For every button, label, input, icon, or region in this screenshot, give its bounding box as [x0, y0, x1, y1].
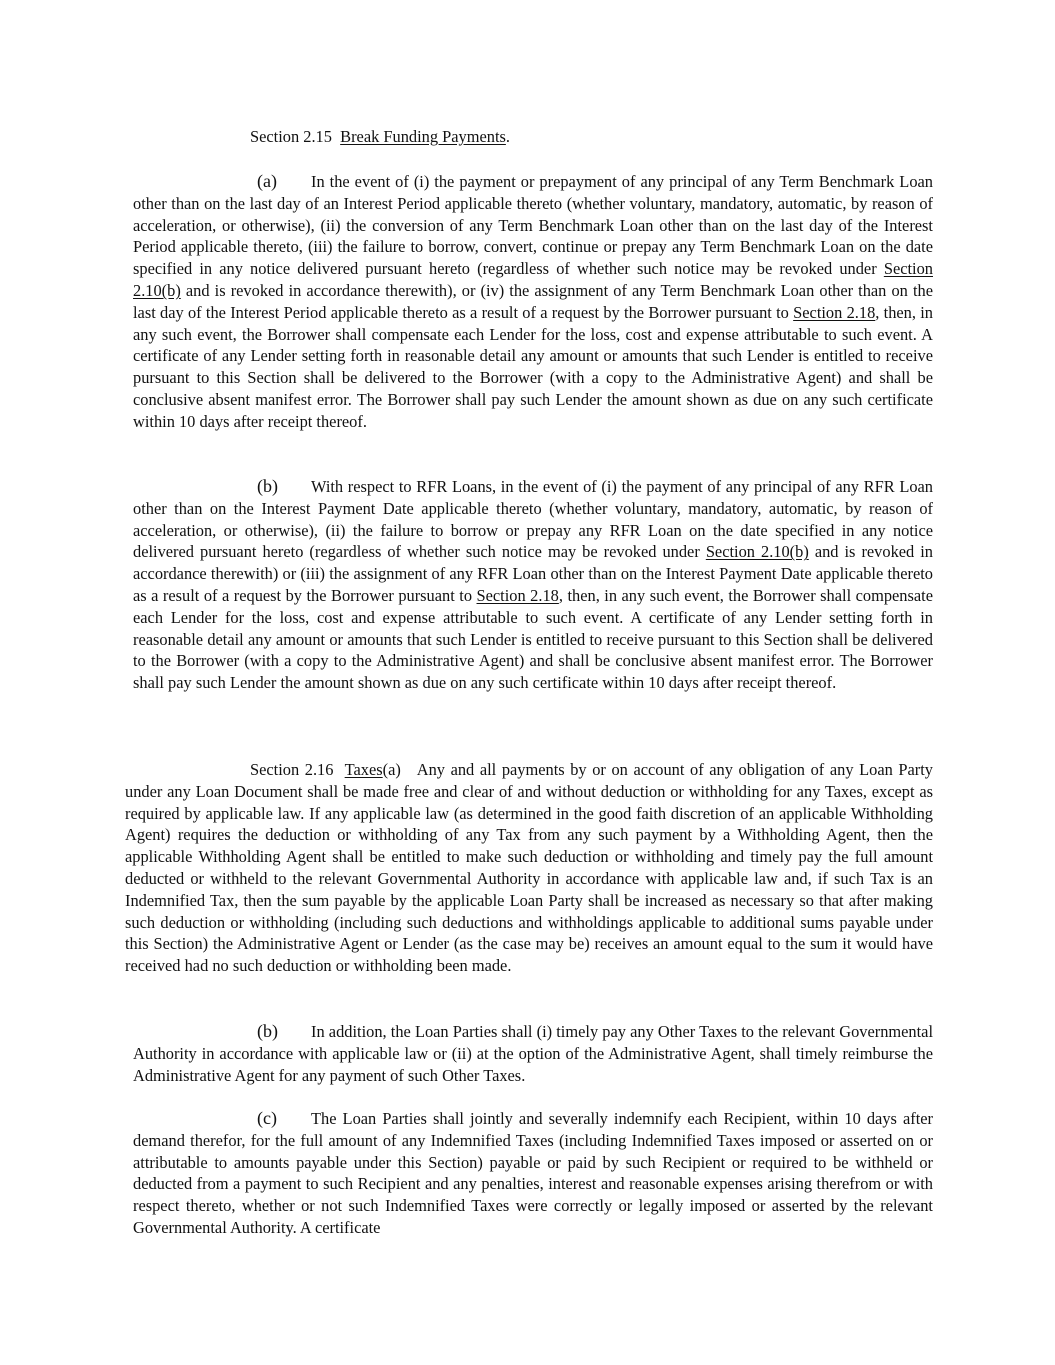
paragraph-text: , then, in any such event, the Borrower shall compensate each Lender for the loss, cost and expense attributable to such event. A certificate of any Lender setting forth in reasonable detail any amount or amounts that such Lender is entitled to receive pursuant to this Section shall be delivered to the Borrower (with a copy to the Administrative Agent) and shall be conclusive absent manifest error. The Borrower shall pay such Lender the amount shown as due on any such certificate within 10 days after receipt thereof.: [133, 302, 933, 431]
section-reference-2-10b[interactable]: Section 2.10(b): [133, 259, 933, 300]
paragraph-text: In addition, the Loan Parties shall (i) timely pay any Other Taxes to the relevant Governmental Authority in accordance with applicable law or (ii) at the option of the Administrative Agent, shall timely reimburse the Administrative Agent for any payment of such Other Taxes.: [133, 1022, 933, 1085]
section-2-15-title-suffix: .: [505, 127, 510, 146]
section-reference-2-10b[interactable]: Section 2.10(b): [705, 542, 809, 562]
paragraph-text: In the event of (i) the payment or prepayment of any principal of any Term Benchmark Loan other than on the last day of an Interest Period applicable thereto (whether voluntary, mandatory, automatic, by reason of acceleration, or otherwise), (ii) the conversion of any Term Benchmark Loan other than on the last day of the Interest Period applicable thereto, (iii) the failure to borrow, convert, continue or prepay any Term Benchmark Loan on the date specified in any notice delivered pursuant hereto (regardless of whether such notice may be revoked under: [133, 172, 933, 279]
section-2-15-paragraph-a: [133, 171, 933, 433]
paragraph-text: The Loan Parties shall jointly and severally indemnify each Recipient, within 10 days after demand therefor, for the full amount of any Indemnified Taxes (including Indemnified Taxes imposed or asserted on or attributable to amounts payable under this Section) payable or paid by such Recipient or required to be withheld or deducted from a payment to such Recipient and any penalties, interest and reasonable expenses arising therefrom or with respect thereto, whether or not such Indemnified Taxes were correctly or legally imposed or asserted by the relevant Governmental Authority. A certificate: [133, 1109, 933, 1237]
paragraph-text: With respect to RFR Loans, in the event of (i) the payment of any principal of any RFR Loan other than on the Interest Payment Date applicable thereto (whether voluntary, mandatory, automatic, by reason of acceleration, or otherwise), (ii) the failure to borrow or prepay any RFR Loan on the date specified in any notice delivered pursuant hereto (regardless of whether such notice may be revoked under: [133, 477, 933, 562]
paragraph-marker-a: (a): [257, 171, 277, 191]
section-2-16-paragraph-b: [133, 1021, 933, 1086]
section-2-15-title: Break Funding Payments: [340, 127, 506, 146]
paragraph-marker-b: (b): [257, 1021, 278, 1041]
section-2-16-paragraph-a: [125, 759, 933, 977]
section-2-15-heading: [250, 126, 510, 148]
section-2-16-label: Section 2.16: [250, 760, 334, 779]
paragraph-marker-b: (b): [257, 476, 278, 496]
paragraph-marker-a: (a): [382, 760, 401, 779]
section-2-16-title: Taxes: [344, 760, 383, 779]
paragraph-marker-c: (c): [257, 1108, 277, 1128]
section-2-15-label: Section 2.15: [250, 127, 332, 146]
section-2-15-paragraph-b: [133, 476, 933, 694]
section-reference-2-18[interactable]: Section 2.18: [476, 585, 559, 605]
paragraph-text: and is revoked in accordance therewith) or (iii) the assignment of any RFR Loan other than on the Interest Payment Date applicable thereto as a result of a request by the Borrower pursuant to: [133, 542, 933, 605]
paragraph-text: Any and all payments by or on account of any obligation of any Loan Party under any Loan Document shall be made free and clear of and without deduction or withholding for any Taxes, except as required by applicable law. If any applicable law (as determined in the good faith discretion of an applicable Withholding Agent) requires the deduction or withholding of any Tax from any such payment by a Withholding Agent, then the applicable Withholding Agent shall be entitled to make such deduction or withholding and timely pay the full amount deducted or withheld to the relevant Governmental Authority in accordance with applicable law and, if such Tax is an Indemnified Tax, then the sum payable by the applicable Loan Party shall be increased as necessary so that after making such deduction or withholding (including such deductions and withholdings applicable to additional sums payable under this Section) the Administrative Agent or Lender (as the case may be) receives an amount equal to the sum it would have received had no such deduction or withholding been made.: [125, 760, 933, 976]
paragraph-text: , then, in any such event, the Borrower shall compensate each Lender for the loss, cost and expense attributable to such event. A certificate of any Lender setting forth in reasonable detail any amount or amounts that such Lender is entitled to receive pursuant to this Section shall be delivered to the Borrower (with a copy to the Administrative Agent) and shall be conclusive absent manifest error. The Borrower shall pay such Lender the amount shown as due on any such certificate within 10 days after receipt thereof.: [133, 585, 933, 693]
section-reference-2-18[interactable]: Section 2.18: [793, 302, 876, 322]
section-2-16-paragraph-c: [133, 1108, 933, 1239]
paragraph-text: and is revoked in accordance therewith), or (iv) the assignment of any Term Benchmark Loan other than on the last day of the Interest Period applicable thereto as a result of a request by the Borrower pursuant to: [133, 280, 933, 322]
